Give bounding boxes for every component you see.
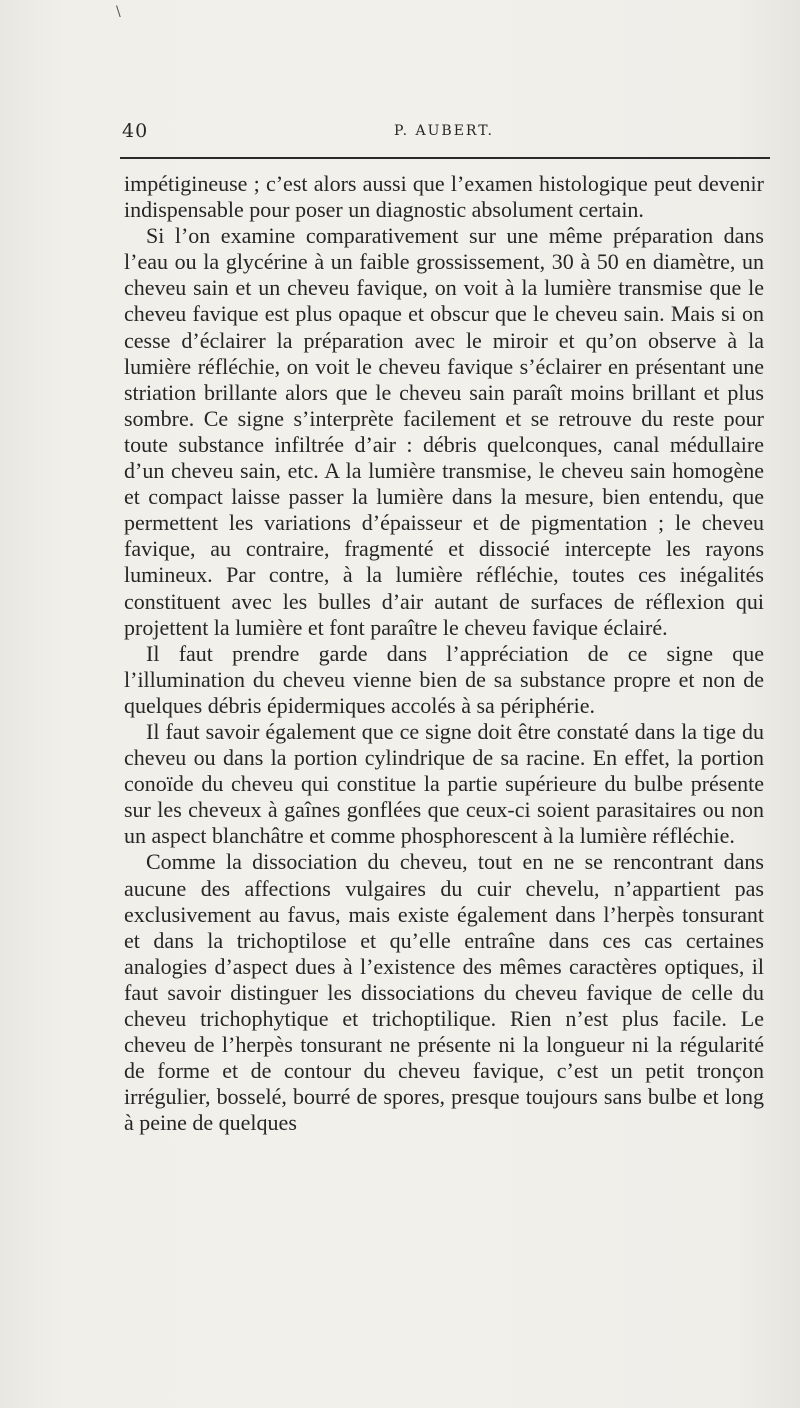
paragraph: Si l’on examine comparativement sur une même préparation dans l’eau ou la glycérine à un faible grossissement, 30 à 50 en diamètre, un cheveu sain et un cheveu favique, on voit à la lumière transmise que le cheveu favique est plus opaque et obscur que le cheveu sain. Mais si on cesse d’éclairer la préparation avec le miroir et qu’on observe à la lumière réfléchie, on voit le cheveu favique s’éclairer en présentant une striation brillante alors que le cheveu sain paraît moins brillant et plus sombre. Ce signe s’interprète facilement et se retrouve du reste pour toute substance infiltrée d’air : débris quelconques, canal médullaire d’un cheveu sain, etc. A la lumière transmise, le cheveu sain homogène et compact laisse passer la lumière dans la mesure, bien entendu, que permettent les variations d’épaisseur et de pigmentation ; le cheveu favique, au contraire, fragmenté et dissocié intercepte les rayons lumineux. Par contre, à la lumière réfléchie, toutes ces inégalités constituent avec les bulles d’air autant de surfaces de réflexion qui projettent la lumière et font paraître le cheveu favique éclairé. (124, 223, 764, 640)
stray-mark: \ (116, 4, 121, 20)
page-number: 40 (122, 120, 149, 142)
paragraph-continued: impétigineuse ; c’est alors aussi que l’examen histologique peut devenir indispensable pour poser un diagnostic absolument certain. (124, 171, 764, 223)
body-text (124, 171, 764, 1136)
paragraph: Il faut prendre garde dans l’appréciation de ce signe que l’illumination du cheveu vienne bien de sa substance propre et non de quelques débris épidermiques accolés à sa périphérie. (124, 640, 764, 718)
paragraph: Il faut savoir également que ce signe doit être constaté dans la tige du cheveu ou dans la portion cylindrique de sa racine. En effet, la portion conoïde du cheveu qui constitue la partie supérieure du bulbe présente sur les cheveux à gaînes gonflées que ceux-ci soient parasitaires ou non un aspect blanchâtre et comme phosphorescent à la lumière réfléchie. (124, 718, 764, 849)
paragraph: Comme la dissociation du cheveu, tout en ne se rencontrant dans aucune des affections vulgaires du cuir chevelu, n’appartient pas exclusivement au favus, mais existe également dans l’herpès tonsurant et dans la trichoptilose et qu’elle entraîne dans ces cas certaines analogies d’aspect dues à l’existence des mêmes caractères optiques, il faut savoir distinguer les dissociations du cheveu favique de celle du cheveu trichophytique et trichoptilique. Rien n’est plus facile. Le cheveu de l’herpès tonsurant ne présente ni la longueur ni la régularité de forme et de contour du cheveu favique, c’est un petit tronçon irrégulier, bosselé, bourré de spores, presque toujours sans bulbe et long à peine de quelques (124, 849, 764, 1136)
page-header (118, 120, 770, 148)
header-rule (120, 157, 770, 159)
running-head: P. AUBERT. (394, 123, 494, 139)
